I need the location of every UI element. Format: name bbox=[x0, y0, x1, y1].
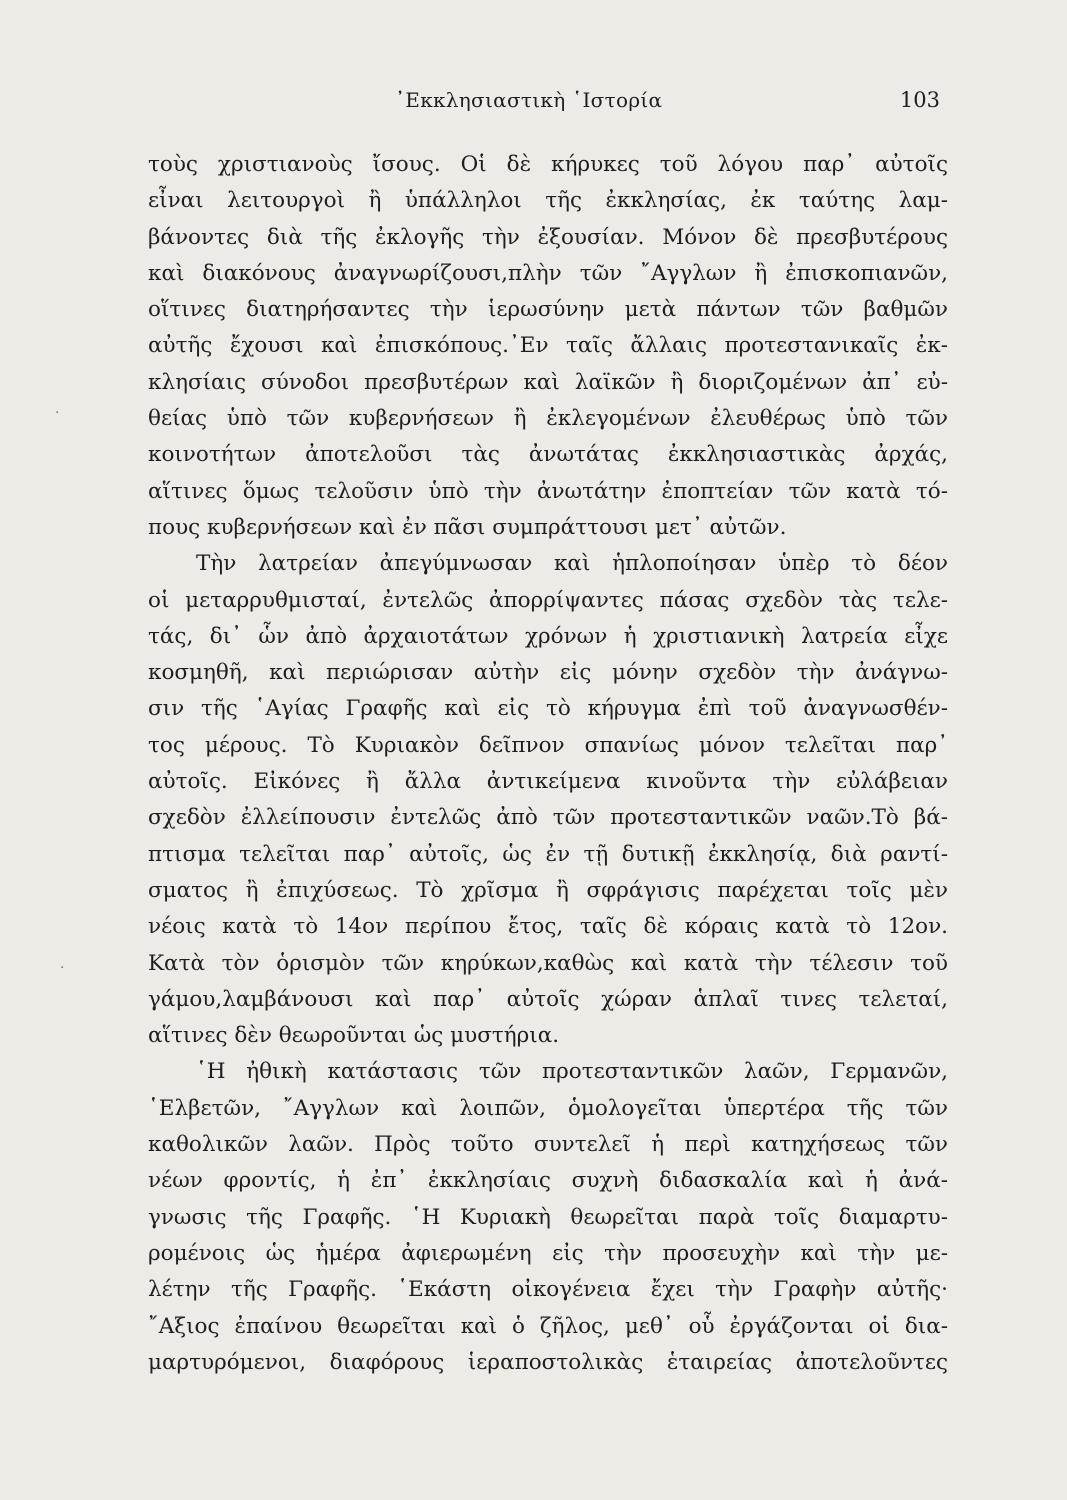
text-line: αὐτῆς ἔχουσι καὶ ἐπισκόπους.᾿Εν ταῖς ἄλλαις προτεστανικαῖς ἐκ- bbox=[148, 333, 948, 359]
text-line: καὶ διακόνους ἀναγνωρίζουσι,πλὴν τῶν ῎Αγγλων ἢ ἐπισκοπιανῶν, bbox=[148, 260, 948, 286]
text-line: θείας ὑπὸ τῶν κυβερνήσεων ἢ ἐκλεγομένων ἐλευθέρως ὑπὸ τῶν bbox=[148, 406, 948, 432]
text-line: νέων φροντίς, ἡ ἐπ᾿ ἐκκλησίαις συχνὴ διδασκαλία καὶ ἡ ἀνά- bbox=[148, 1168, 948, 1194]
page-header bbox=[150, 88, 940, 118]
text-line: τος μέρους. Τὸ Κυριακὸν δεῖπνον σπανίως μόνον τελεῖται παρ᾿ bbox=[148, 732, 948, 758]
text-line: οἵτινες διατηρήσαντες τὴν ἱερωσύνην μετὰ πάντων τῶν βαθμῶν bbox=[148, 297, 948, 323]
text-line: μαρτυρόμενοι, διαφόρους ἱεραποστολικὰς ἑταιρείας ἀποτελοῦντες bbox=[148, 1349, 948, 1375]
text-line: λέτην τῆς Γραφῆς. ῾Εκάστη οἰκογένεια ἔχει τὴν Γραφὴν αὐτῆς· bbox=[148, 1277, 948, 1303]
text-line: πτισμα τελεῖται παρ᾿ αὐτοῖς, ὡς ἐν τῇ δυτικῇ ἐκκλησίᾳ, διὰ ραντί- bbox=[148, 841, 948, 867]
text-line: αἵτινες ὅμως τελοῦσιν ὑπὸ τὴν ἀνωτάτην ἐποπτείαν τῶν κατὰ τό- bbox=[148, 478, 948, 504]
paper-blemish: · bbox=[60, 960, 65, 976]
text-line: ῎Αξιος ἐπαίνου θεωρεῖται καὶ ὁ ζῆλος, μεθ᾿ οὗ ἐργάζονται οἱ δια- bbox=[148, 1313, 948, 1339]
page-number: 103 bbox=[899, 88, 940, 112]
text-line: αἵτινες δὲν θεωροῦνται ὡς μυστήρια. bbox=[148, 1023, 560, 1049]
text-line: νέοις κατὰ τὸ 14ον περίπου ἔτος, ταῖς δὲ κόραις κατὰ τὸ 12ον. bbox=[148, 914, 948, 940]
text-line: Κατὰ τὸν ὁρισμὸν τῶν κηρύκων,καθὼς καὶ κατὰ τὴν τέλεσιν τοῦ bbox=[148, 950, 948, 976]
body-text bbox=[148, 147, 948, 1381]
text-line: πους κυβερνήσεων καὶ ἐν πᾶσι συμπράττουσι μετ᾿ αὐτῶν. bbox=[148, 514, 787, 540]
paper-blemish: · bbox=[55, 405, 60, 421]
text-line: τοὺς χριστιανοὺς ἴσους. Οἱ δὲ κήρυκες τοῦ λόγου παρ᾿ αὐτοῖς bbox=[148, 152, 948, 177]
text-line: σχεδὸν ἐλλείπουσιν ἐντελῶς ἀπὸ τῶν προτεσταντικῶν ναῶν.Τὸ βά- bbox=[148, 805, 948, 831]
text-line: γάμου,λαμβάνουσι καὶ παρ᾿ αὐτοῖς χώραν ἁπλαῖ τινες τελεταί, bbox=[148, 986, 948, 1012]
text-line: ῾Ελβετῶν, ῎Αγγλων καὶ λοιπῶν, ὁμολογεῖται ὑπερτέρα τῆς τῶν bbox=[148, 1095, 948, 1121]
text-line: βάνοντες διὰ τῆς ἐκλογῆς τὴν ἐξουσίαν. Μόνον δὲ πρεσβυτέρους bbox=[148, 224, 948, 250]
text-line: εἶναι λειτουργοὶ ἢ ὑπάλληλοι τῆς ἐκκλησίας, ἐκ ταύτης λαμ- bbox=[148, 188, 948, 214]
text-line: σματος ἢ ἐπιχύσεως. Τὸ χρῖσμα ἢ σφράγισις παρέχεται τοῖς μὲν bbox=[148, 877, 948, 903]
text-line: κλησίαις σύνοδοι πρεσβυτέρων καὶ λαϊκῶν ἢ διοριζομένων ἀπ᾿ εὐ- bbox=[148, 369, 948, 395]
text-line: κοινοτήτων ἀποτελοῦσι τὰς ἀνωτάτας ἐκκλησιαστικὰς ἀρχάς, bbox=[148, 442, 948, 468]
text-line: τάς, δι᾿ ὧν ἀπὸ ἀρχαιοτάτων χρόνων ἡ χριστιανικὴ λατρεία εἶχε bbox=[148, 623, 948, 649]
text-line: οἱ μεταρρυθμισταί, ἐντελῶς ἀπορρίψαντες πάσας σχεδὸν τὰς τελε- bbox=[148, 587, 948, 613]
text-line: σιν τῆς ῾Αγίας Γραφῆς καὶ εἰς τὸ κήρυγμα ἐπὶ τοῦ ἀναγνωσθέν- bbox=[148, 696, 948, 722]
text-line: καθολικῶν λαῶν. Πρὸς τοῦτο συντελεῖ ἡ περὶ κατηχήσεως τῶν bbox=[148, 1132, 948, 1158]
text-line: Τὴν λατρείαν ἀπεγύμνωσαν καὶ ἡπλοποίησαν ὑπὲρ τὸ δέον bbox=[196, 551, 948, 577]
text-line: ρομένοις ὡς ἡμέρα ἀφιερωμένη εἰς τὴν προσευχὴν καὶ τὴν με- bbox=[148, 1240, 948, 1266]
text-line: γνωσις τῆς Γραφῆς. ῾Η Κυριακὴ θεωρεῖται παρὰ τοῖς διαμαρτυ- bbox=[148, 1204, 948, 1230]
text-line: κοσμηθῆ, καὶ περιώρισαν αὐτὴν εἰς μόνην σχεδὸν τὴν ἀνάγνω- bbox=[148, 660, 948, 686]
text-line: ῾Η ἠθικὴ κατάστασις τῶν προτεσταντικῶν λαῶν, Γερμανῶν, bbox=[196, 1059, 948, 1085]
text-line: αὐτοῖς. Εἰκόνες ἢ ἄλλα ἀντικείμενα κινοῦντα τὴν εὐλάβειαν bbox=[148, 769, 948, 795]
running-title: ᾿Εκκλησιαστικὴ ῾Ιστορία bbox=[395, 88, 663, 112]
